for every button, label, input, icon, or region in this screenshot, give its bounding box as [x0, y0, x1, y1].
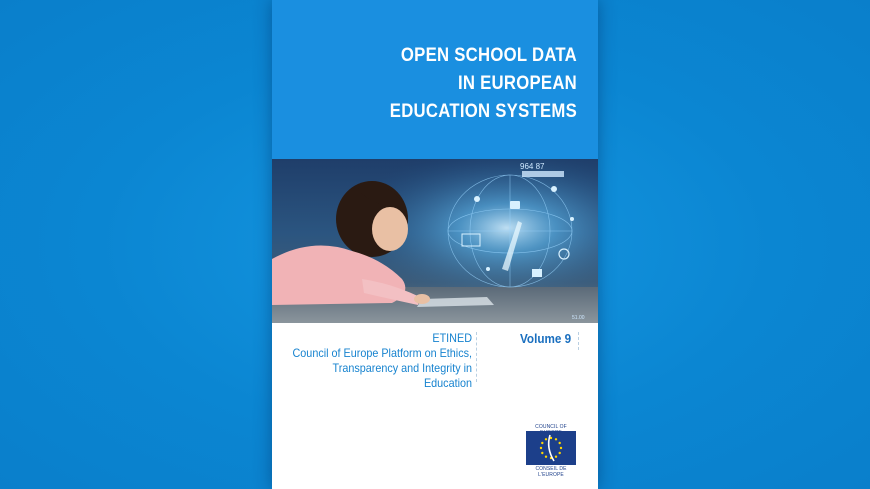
divider-dashed-left [476, 332, 477, 382]
eu-stars-flag-icon [526, 431, 576, 465]
series-info [292, 331, 472, 391]
title-line-2: IN EUROPEAN [457, 73, 577, 94]
volume-number: Volume 9 [520, 331, 572, 346]
series-description-line-1: Council of Europe Platform on Ethics, [292, 346, 472, 360]
council-of-europe-logo [524, 424, 578, 478]
title-line-3: EDUCATION SYSTEMS [389, 101, 577, 122]
title-line-1: OPEN SCHOOL DATA [400, 45, 577, 66]
logo-text-french: CONSEIL DE L'EUROPE [535, 466, 567, 478]
series-description-line-2: Transparency and Integrity in Education [332, 361, 472, 390]
title-band [272, 0, 598, 159]
stars-circle-icon [526, 431, 576, 465]
divider-dashed-right [578, 332, 579, 350]
book-title [313, 42, 577, 126]
cover-photo [272, 159, 598, 323]
series-name: ETINED [432, 331, 472, 345]
overlay-small-number: 51.00 [572, 315, 585, 321]
logo-text-english: COUNCIL OF [535, 424, 567, 430]
book-cover [272, 0, 598, 489]
cover-illustration [272, 159, 598, 323]
overlay-digits: 964 87 [520, 162, 545, 171]
